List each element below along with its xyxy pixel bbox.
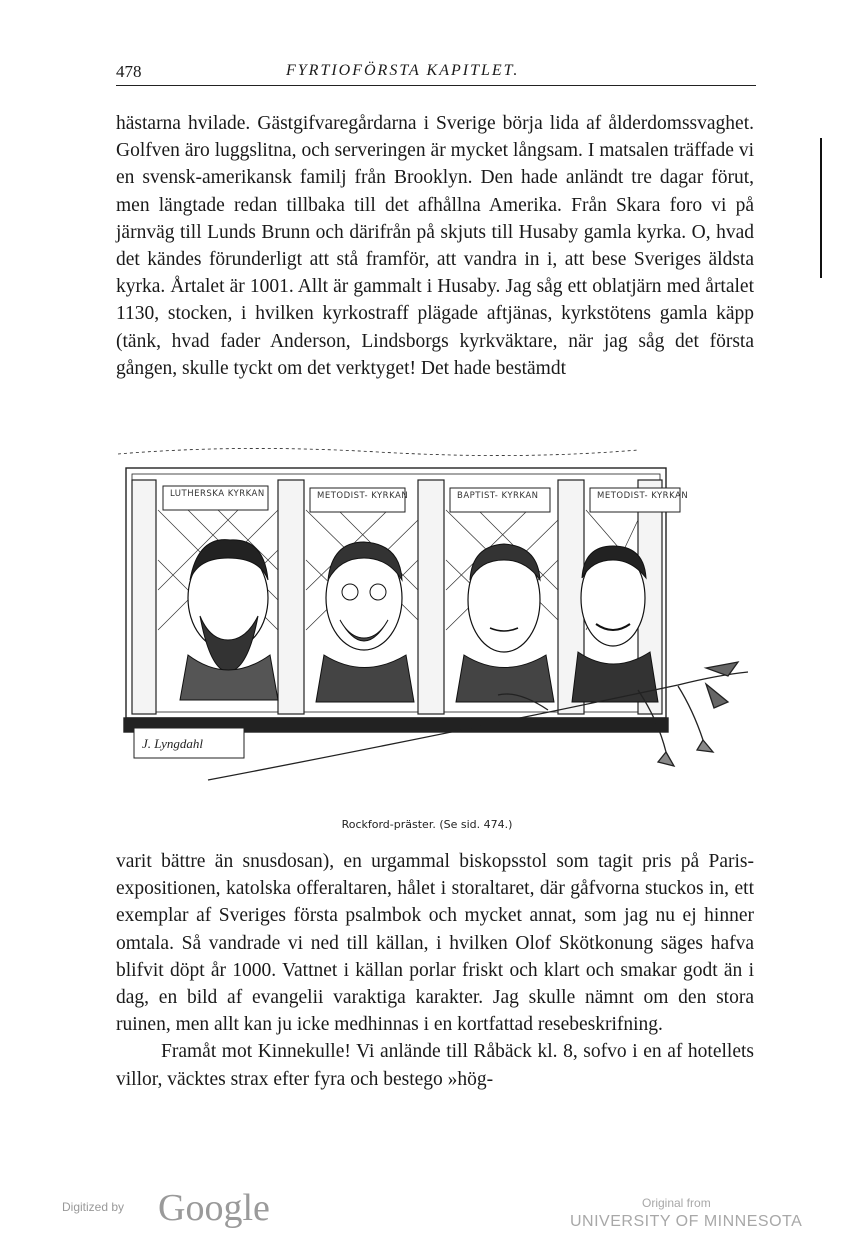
running-header bbox=[116, 58, 756, 86]
paragraph-text: varit bättre än snusdosan), en urgammal biskopsstol som tagit pris på Paris-expositionen, katolska offeraltaren, hålet i storaltaret, där gåfvorna stuckos in, ett exemplar af Sveriges första psalmbok och mycket annat, som jag nu ej hinner omtala. Så vandrade vi ned till källan, i hvilken Olof Skötkonung säges hafva blifvit döpt år 1000. Vattnet i källan porlar friskt och klart och smakar godt än i dag, en bild af evangelii varaktiga karakter. Jag skulle nämnt om den stora ruinen, men allt kan ju icke medhinnas i en kortfattad resebeskrifning. bbox=[116, 851, 754, 1036]
google-logo: Google bbox=[158, 1187, 270, 1229]
illustration-rockford-pastors bbox=[118, 440, 758, 820]
original-from-label: Original from bbox=[642, 1196, 711, 1210]
panel-label-4: METODIST- KYRKAN bbox=[597, 491, 689, 501]
paragraph-2 bbox=[116, 848, 754, 1093]
signature-box bbox=[134, 728, 244, 758]
portrait-3 bbox=[456, 544, 554, 702]
panel-label-3: BAPTIST- KYRKAN bbox=[457, 491, 539, 501]
paragraph-text: hästarna hvilade. Gästgifvaregårdarna i Sverige börja lida af ålderdomssvaghet. Golfven äro luggslitna, och serveringen är mycket långsam. I matsalen träffade vi en svensk-amerikansk familj från Brooklyn. Den hade anländt tre dagar förut, men längtade redan tillbaka till det afhållna Amerika. Från Skara foro vi på järnväg till Lunds Brunn och därifrån på skjuts till Husaby gamla kyrka. O, hvad det kändes förunderligt att stå framför, att vandra in i, att bese Sveriges äldsta kyrka. Årtalet är 1001. Allt är gammalt i Husaby. Jag såg ett oblatjärn med årtalet 1130, stocken, i hvilken kyrkostraff plägade aftjänas, kyrkstötens gamla käpp (tänk, hvad fader Anderson, Lindsborgs kyrkväktare, när jag såg det första gången, skulle tyckt om det verktyget! Det hade bestämdt bbox=[116, 113, 754, 379]
margin-mark bbox=[820, 138, 822, 278]
paragraph-1 bbox=[116, 110, 754, 382]
digitized-by-label: Digitized by bbox=[62, 1200, 125, 1214]
chapter-title: FYRTIOFÖRSTA KAPITLET. bbox=[286, 62, 520, 79]
paragraph-text: Framåt mot Kinnekulle! Vi anlände till Råbäck kl. 8, sofvo i en af hotellets villor, väcktes strax efter fyra och bestego »hög- bbox=[116, 1041, 754, 1090]
panel-label-1: LUTHERSKA KYRKAN bbox=[170, 489, 265, 499]
portrait-1 bbox=[180, 540, 278, 700]
portrait-2 bbox=[316, 542, 414, 702]
page-number: 478 bbox=[116, 62, 142, 81]
header-rule bbox=[116, 85, 756, 86]
panel-label-2: METODIST- KYRKAN bbox=[317, 491, 409, 501]
institution-label: UNIVERSITY OF MINNESOTA bbox=[570, 1213, 803, 1230]
illustration-signature: J. Lyngdahl bbox=[142, 736, 203, 751]
figure-caption: Rockford-präster. (Se sid. 474.) bbox=[341, 818, 513, 831]
